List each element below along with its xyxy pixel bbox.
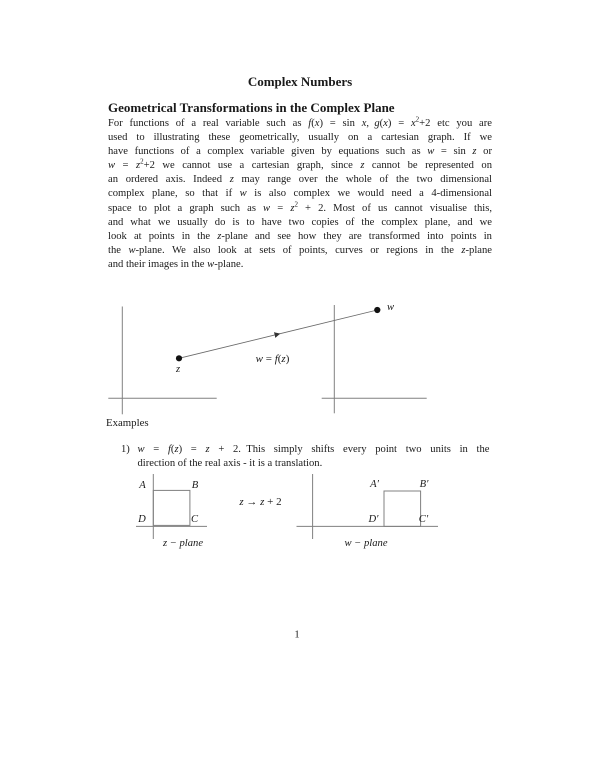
corner-label-c: C <box>190 513 199 525</box>
w-point <box>374 307 380 313</box>
corner-label-a: A <box>139 479 146 491</box>
intro-paragraph <box>108 117 492 272</box>
example-1-text <box>138 443 490 471</box>
paragraph-line: the w-plane. We also look at sets of points, curves or regions in the z-plane <box>108 244 493 256</box>
section-heading: Geometrical Transformations in the Complex Plane <box>108 100 395 115</box>
z-plane-caption: z − plane <box>162 537 204 549</box>
example-1-line: w = f(z) = z + 2. This simply shifts every point two units in the <box>137 444 490 455</box>
mapping-arrow-line <box>179 310 377 358</box>
page-title: Complex Numbers <box>247 74 353 89</box>
corner-label-b: B <box>191 479 199 491</box>
paragraph-line: $w = z^2+2$ we cannot use a cartesian graph, since z cannot be represented on <box>108 157 492 172</box>
square-abcd <box>153 490 190 525</box>
page-number: 1 <box>294 629 300 641</box>
corner-label-c-prime: C′ <box>418 513 429 525</box>
paragraph-line: and what we usually do is to have two copies of the complex plane, and we <box>108 216 492 228</box>
paragraph-line: an ordered axis. Indeed z may range over the whole of the two dimensional <box>108 174 493 186</box>
examples-label: Examples <box>106 417 149 429</box>
w-point-label: w <box>386 301 395 313</box>
w-plane-caption: w − plane <box>344 537 388 549</box>
translation-diagram-graphic <box>100 470 445 550</box>
mapping-function-label: w = f(z) <box>255 353 290 365</box>
example-1-marker: 1) <box>121 444 130 455</box>
paragraph-line: used to illustrating these geometrically, usually on a cartesian graph. If we <box>108 132 492 144</box>
square-abcd-image <box>384 491 421 526</box>
corner-label-b-prime: B′ <box>419 478 429 490</box>
example-1-line: direction of the real axis - it is a translation. <box>137 458 323 470</box>
paragraph-line: complex plane, so that if w is also complex we would need a 4-dimensional <box>108 188 492 200</box>
paragraph-line: For functions of a real variable such as f(x) = sin x, $g(x) = x^2+2$ etc you are <box>108 115 492 129</box>
corner-label-a-prime: A′ <box>370 478 379 490</box>
corner-label-d: D <box>138 513 146 525</box>
z-point <box>176 355 182 361</box>
z-point-label: z <box>175 364 181 375</box>
paragraph-line: have functions of a complex variable given by equations such as w = sin z or <box>108 146 492 158</box>
corner-label-d-prime: D′ <box>368 513 379 525</box>
translation-formula: z → z + 2 <box>239 495 282 508</box>
paragraph-line: look at points in the z-plane and see how they are transformed into points in <box>108 230 492 242</box>
paragraph-line: and their images in the w-plane. <box>108 258 244 270</box>
paragraph-line: space to plot a graph such as $w = z^2 + 2$. Most of us cannot visualise this, <box>108 200 492 214</box>
